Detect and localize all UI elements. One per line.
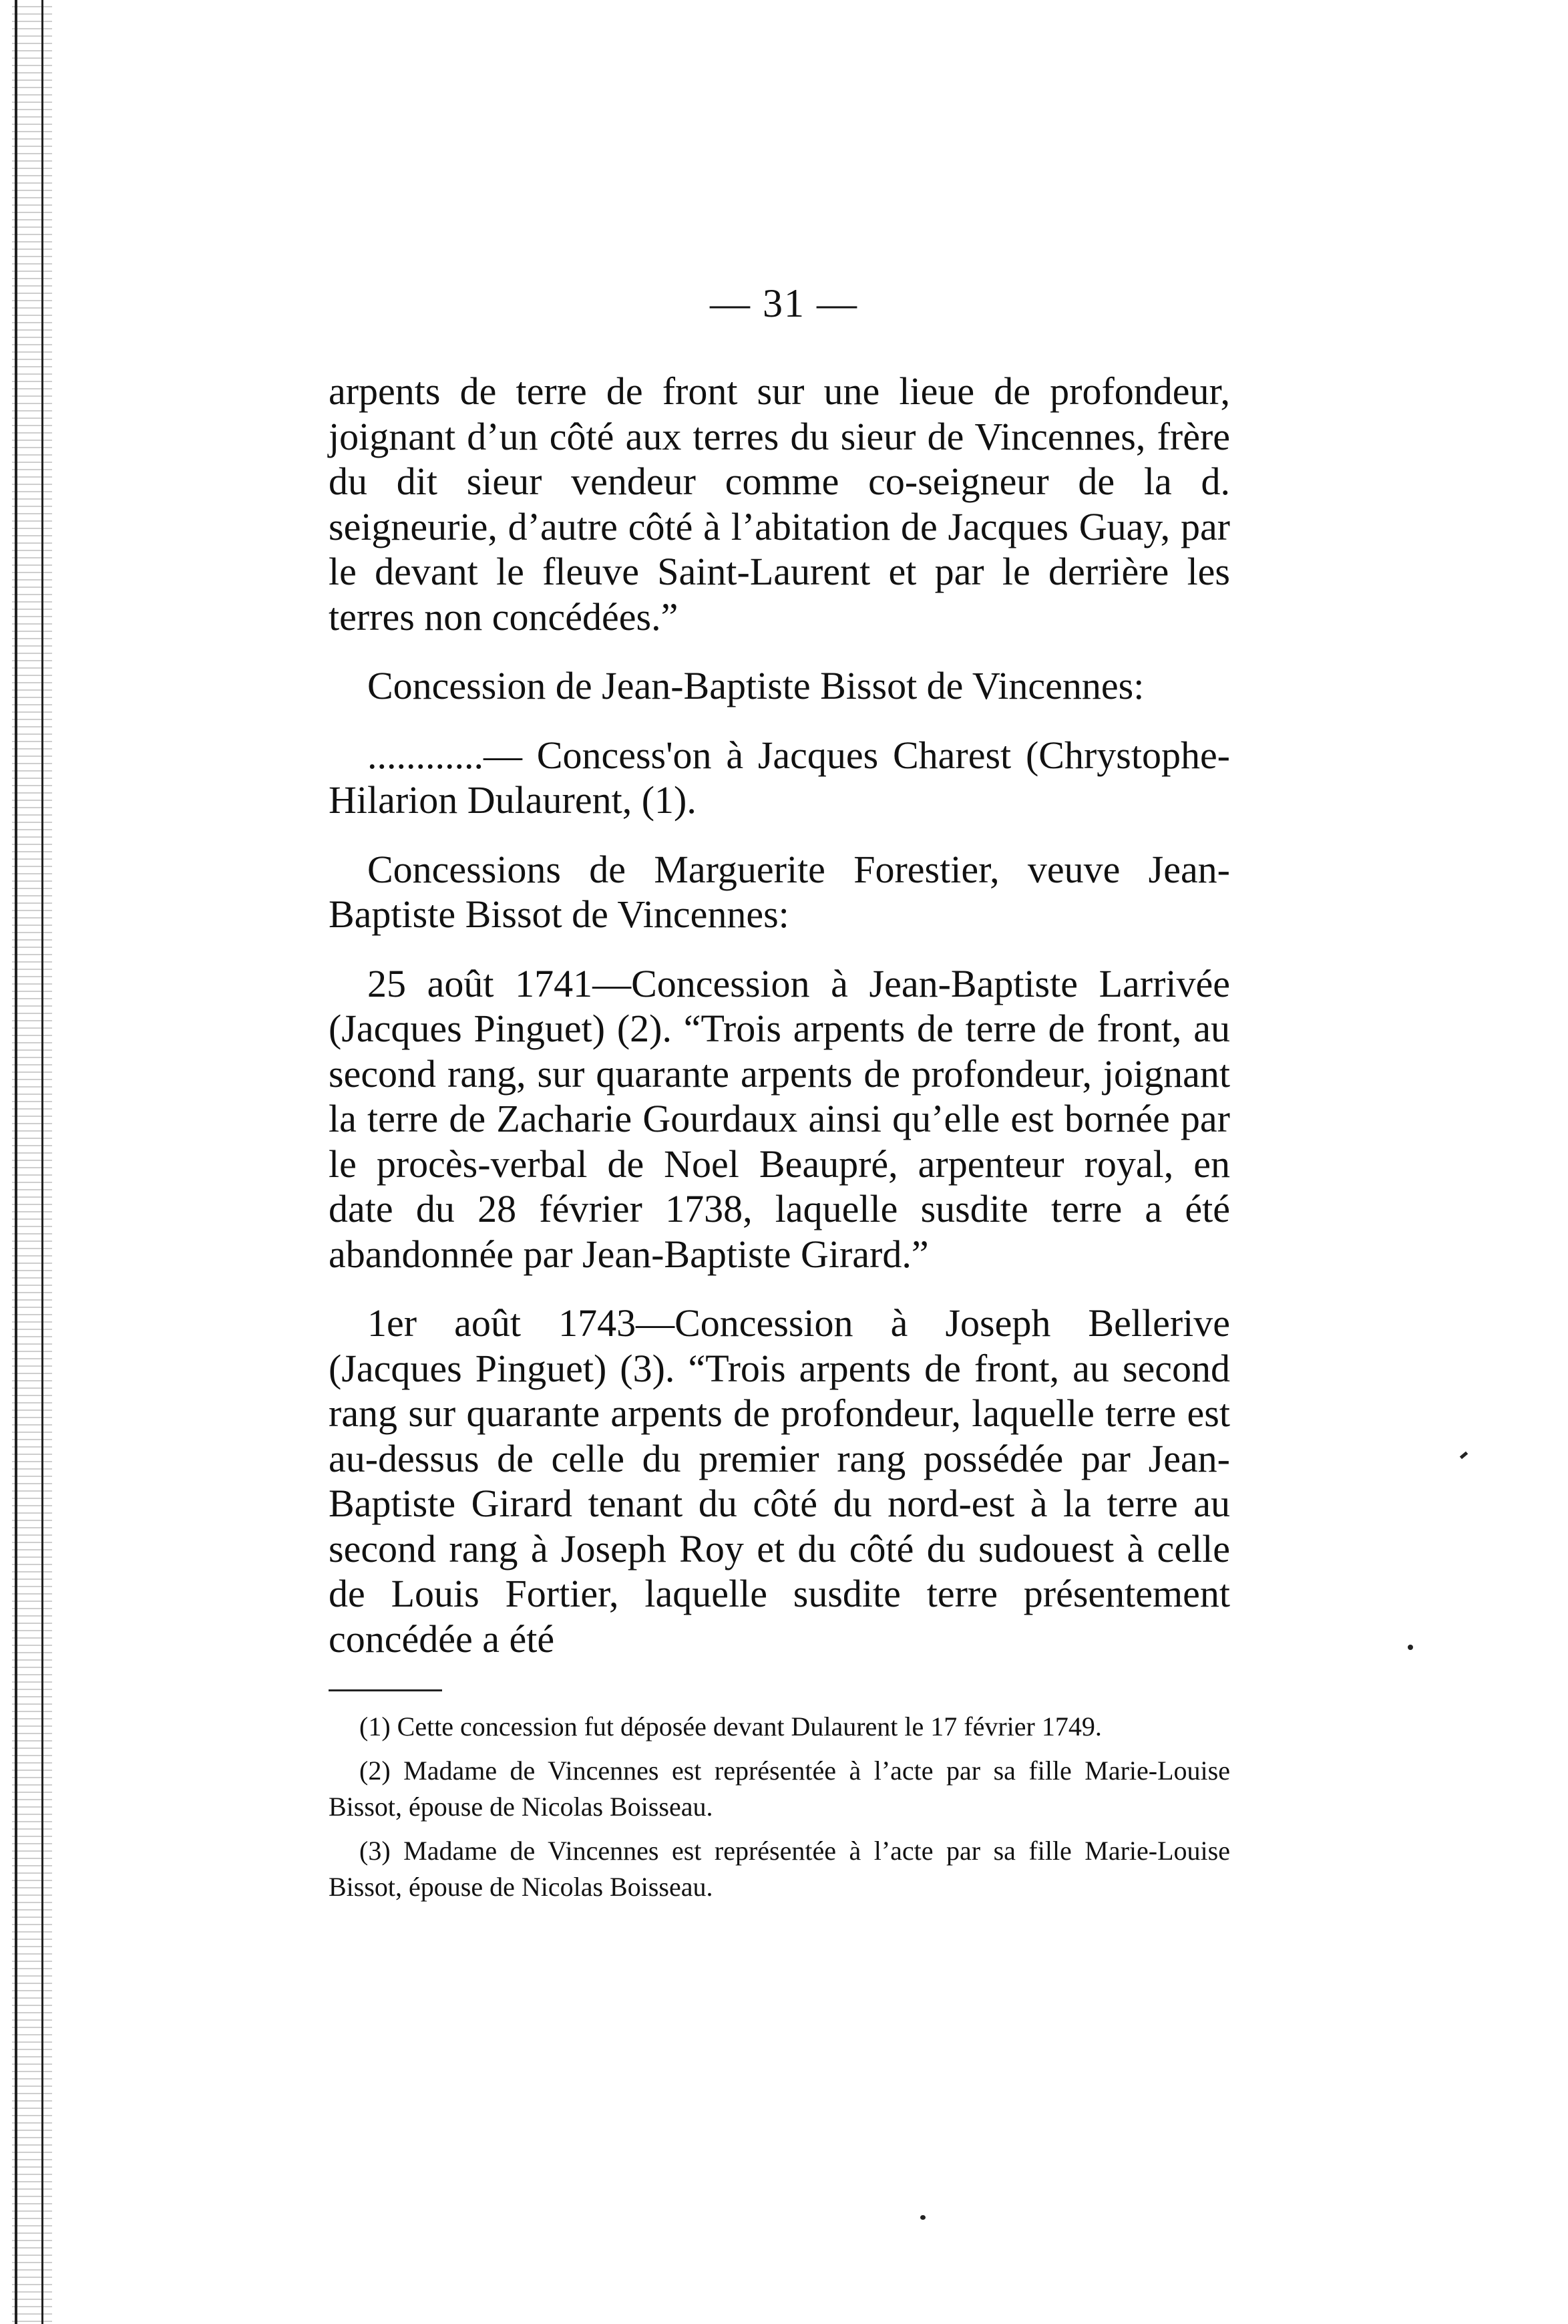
footnote-1: (1) Cette concession fut déposée devant Dulaurent le 17 février 1749. [359, 1711, 1102, 1741]
footnote-3: (3) Madame de Vincennes est représentée à l’acte par sa fille Marie-Louise Bissot, épouse de Nicolas Boisseau. [329, 1836, 1230, 1902]
page-number: — 31 — [710, 281, 858, 325]
paragraph-heading-jean-baptiste: Concession de Jean-Baptiste Bissot de Vincennes: [367, 664, 1145, 707]
binding-edge-line [15, 0, 17, 2324]
scan-speck [1460, 1452, 1468, 1460]
footnote-divider [329, 1689, 442, 1691]
page-body [329, 369, 1230, 1913]
scan-speck [920, 2215, 926, 2220]
paragraph-concession-bellerive: 1er août 1743—Concession à Joseph Bellerive (Jacques Pinguet) (3). “Trois arpents de front, au second rang sur quarante arpents de profondeur, laquelle terre est au-dessus de celle du premier rang possédée par Jean-Baptiste Girard tenant du côté du nord-est à la terre au second rang à Joseph Roy et du côté du sudouest à celle de Louis Fortier, laquelle susdite terre présentement concédée a été [329, 1301, 1230, 1661]
paragraph-heading-marguerite: Concessions de Marguerite Forestier, veuve Jean-Baptiste Bissot de Vincennes: [329, 847, 1230, 936]
scan-speck [1408, 1645, 1413, 1650]
binding-edge-line-inner [41, 0, 43, 2324]
paragraph-concession-larrivee: 25 août 1741—Concession à Jean-Baptiste Larrivée (Jacques Pinguet) (2). “Trois arpents de terre de front, au second rang, sur quarante arpents de profondeur, joignant la terre de Zacharie Gourdaux ainsi qu’elle est bornée par le procès-verbal de Noel Beaupré, arpenteur royal, en date du 28 février 1738, laquelle susdite terre a été abandonnée par Jean-Baptiste Girard.” [329, 961, 1230, 1276]
paragraph-continuation: arpents de terre de front sur une lieue de profondeur, joignant d’un côté aux terres du sieur de Vincennes, frère du dit sieur vendeur comme co-seigneur de la d. seigneurie, d’autre côté à l’abitation de Jacques Guay, par le devant le fleuve Saint-Laurent et par le derrière les terres non concédées.” [329, 369, 1230, 639]
footnote-2: (2) Madame de Vincennes est représentée à l’acte par sa fille Marie-Louise Bissot, épouse de Nicolas Boisseau. [329, 1756, 1230, 1822]
paragraph-concession-charest: ............— Concess'on à Jacques Charest (Chrystophe-Hilarion Dulaurent, (1). [329, 733, 1230, 822]
binding-edge-shadow [12, 0, 52, 2324]
